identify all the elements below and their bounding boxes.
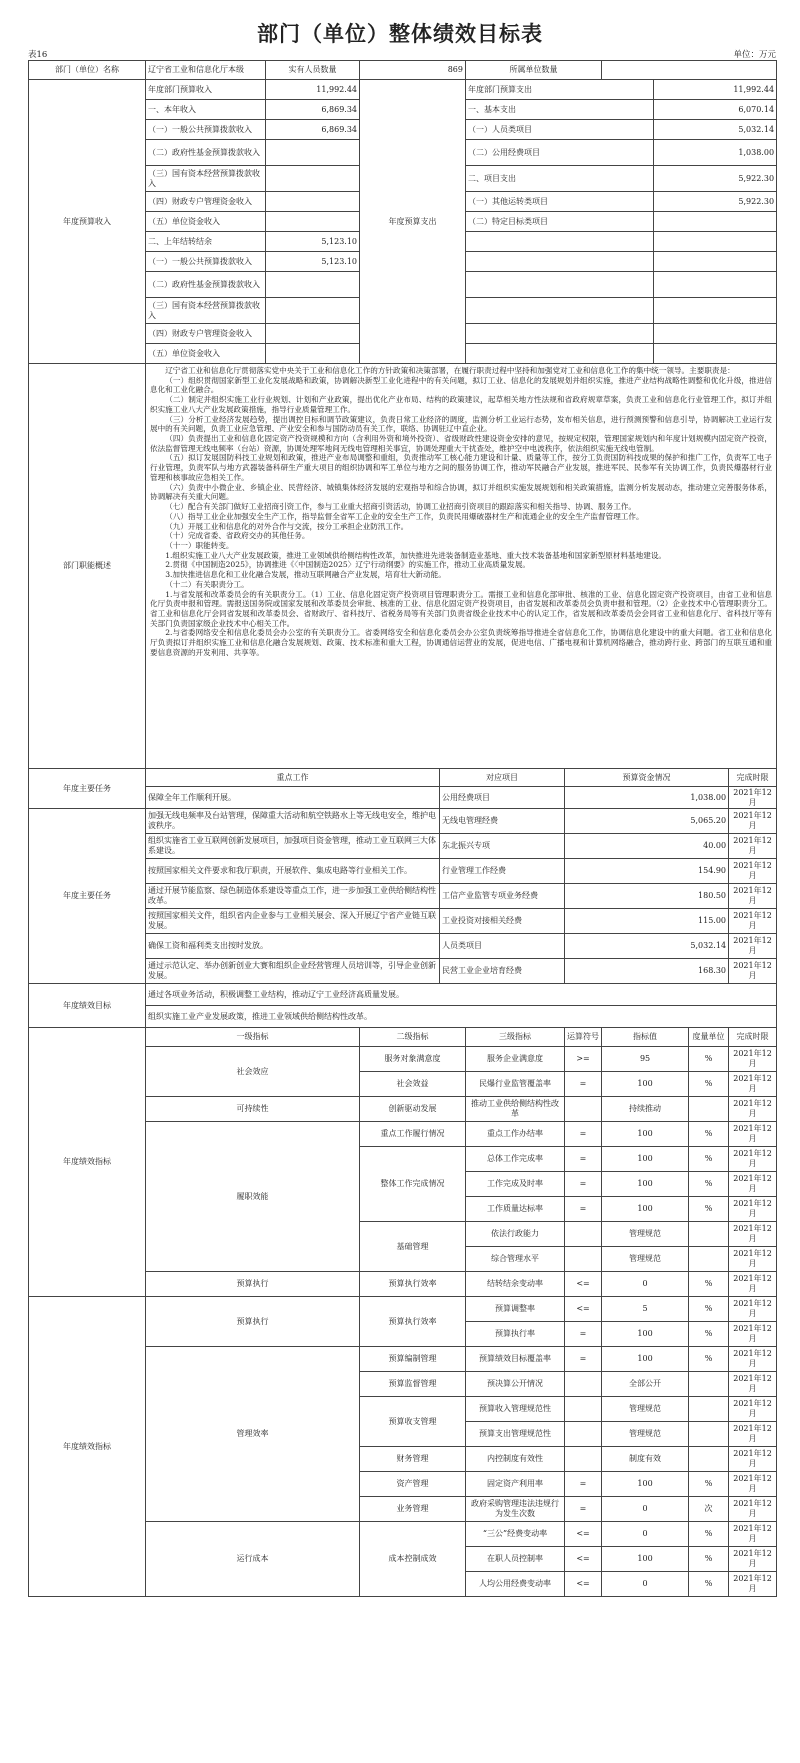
income-item-value: 11,992.44 xyxy=(266,80,360,100)
ind-unit: % xyxy=(689,1197,729,1222)
income-item-name: （五）单位资金收入 xyxy=(146,212,266,232)
income-item-value: 5,123.10 xyxy=(266,252,360,272)
ind-deadline: 2021年12月 xyxy=(729,1422,777,1447)
duty-paragraph: 1.与省发展和改革委员会的有关职责分工。（1）工业、信息化固定资产投资项目管理职责分工。需报工业和信息化部审批、核准的工业、信息化固定资产投资项目，由省工业和信息化厅负责申报和管理。需报送国务院或国家发展和改革委员会审批、核准的工业、信息化固定资产投资项目，由省发展和改革委员会负责申报和管理。（2）企业技术中心管理职责分工。省工业和信息化厅会同省发展和改革委员会、省财政厅、省科技厅、省税务局等有关部门负责省级企业技术中心的认定工作，省发展和改革委员会会同省工业和信息化厅、省科技厅等有关部门负责国家级企业技术中心相关工作。 xyxy=(150,589,773,628)
ind-header-op: 运算符号 xyxy=(565,1028,602,1047)
duties-label: 部门职能概述 xyxy=(29,364,146,769)
ind-deadline: 2021年12月 xyxy=(729,1472,777,1497)
task-fund: 180.50 xyxy=(565,884,729,909)
ind-unit xyxy=(689,1447,729,1472)
ind-level3: 预算绩效目标覆盖率 xyxy=(466,1347,565,1372)
ind-deadline: 2021年12月 xyxy=(729,1447,777,1472)
task-fund: 168.30 xyxy=(565,959,729,984)
expense-item-value: 11,992.44 xyxy=(654,80,777,100)
income-item-name: （四）财政专户管理资金收入 xyxy=(146,324,266,344)
income-item-value xyxy=(266,140,360,166)
ind-value: 100 xyxy=(602,1172,689,1197)
task-project: 民营工业企业培育经费 xyxy=(440,959,565,984)
ind-level3: 重点工作办结率 xyxy=(466,1122,565,1147)
unit-label: 单位：万元 xyxy=(733,50,776,60)
performance-table xyxy=(28,60,777,1597)
tasks-header-fund: 预算资金情况 xyxy=(565,769,729,787)
expense-item-name: （二）公用经费项目 xyxy=(466,140,654,166)
ind-deadline: 2021年12月 xyxy=(729,1172,777,1197)
expense-item-value: 6,070.14 xyxy=(654,100,777,120)
duty-paragraph: 2.与省委网络安全和信息化委员会办公室的有关职责分工。省委网络安全和信息化委员会办公室负责统筹指导推进全省信息化工作，协调信息化建设中的重大问题。省工业和信息化厅负责拟订并组织实施工业和信息化融合发展规划、政策、技术标准和重大工程，协调通信运营业的发展，促进电信、广播电视和计算机网络融合，推动跨行业、跨部门的互联互通和重要信息资源的开发利用、共享等。 xyxy=(150,628,773,657)
expense-item-value: 5,922.30 xyxy=(654,192,777,212)
task-project: 公用经费项目 xyxy=(440,787,565,809)
task-deadline: 2021年12月 xyxy=(729,834,777,859)
income-item-name: （三）国有资本经营预算拨款收入 xyxy=(146,166,266,192)
expense-item-name: （二）特定目标类项目 xyxy=(466,212,654,232)
ind-level3: 预算收入管理规范性 xyxy=(466,1397,565,1422)
ind-unit: % xyxy=(689,1172,729,1197)
duty-paragraph: 辽宁省工业和信息化厅贯彻落实党中央关于工业和信息化工作的方针政策和决策部署，在履行职责过程中坚持和加强党对工业和信息化工作的集中统一领导。主要职责是： xyxy=(165,366,735,375)
indicators-label: 年度绩效指标 xyxy=(29,1297,146,1597)
task-work: 按照国家相关文件，组织省内企业参与工业相关展会、深入开展辽宁省产业链互联发展。 xyxy=(146,909,440,934)
expense-item-value xyxy=(654,212,777,232)
expense-item-name xyxy=(466,298,654,324)
task-work: 通过示范认定、举办创新创业大赛和组织企业经营管理人员培训等，引导企业创新发展。 xyxy=(146,959,440,984)
task-fund: 1,038.00 xyxy=(565,787,729,809)
ind-header-l2: 二级指标 xyxy=(360,1028,466,1047)
expense-item-value xyxy=(654,344,777,364)
ind-header-val: 指标值 xyxy=(602,1028,689,1047)
ind-level2: 成本控制成效 xyxy=(360,1522,466,1597)
task-fund: 115.00 xyxy=(565,909,729,934)
duty-paragraph: （九）开展工业和信息化的对外合作与交流，按分工承担企业防汛工作。 xyxy=(165,521,409,531)
goals-label: 年度绩效目标 xyxy=(29,984,146,1028)
ind-level2: 预算编制管理 xyxy=(360,1347,466,1372)
ind-unit: % xyxy=(689,1072,729,1097)
goal-item: 组织实施工业产业发展政策，推进工业领域供给侧结构性改革。 xyxy=(146,1006,777,1028)
ind-unit: % xyxy=(689,1147,729,1172)
ind-operator xyxy=(565,1447,602,1472)
ind-level3: 结转结余变动率 xyxy=(466,1272,565,1297)
duty-paragraph: （一）组织贯彻国家新型工业化发展战略和政策，协调解决新型工业化进程中的有关问题，拟订工业、信息化的发展规划并组织实施，推进产业结构战略性调整和优化升级，推进信息化和工业化融合。 xyxy=(150,375,773,395)
ind-value: 100 xyxy=(602,1072,689,1097)
ind-unit xyxy=(689,1222,729,1247)
dept-name-label: 部门（单位）名称 xyxy=(29,61,146,80)
task-deadline: 2021年12月 xyxy=(729,809,777,834)
ind-value: 100 xyxy=(602,1347,689,1372)
ind-level3: 综合管理水平 xyxy=(466,1247,565,1272)
ind-operator: <= xyxy=(565,1547,602,1572)
ind-operator xyxy=(565,1247,602,1272)
ind-level2: 整体工作完成情况 xyxy=(360,1147,466,1222)
ind-deadline: 2021年12月 xyxy=(729,1222,777,1247)
task-work: 加强无线电频率及台站管理，保障重大活动和航空铁路水上等无线电安全，维护电波秩序。 xyxy=(146,809,440,834)
ind-operator xyxy=(565,1372,602,1397)
ind-level2: 社会效益 xyxy=(360,1072,466,1097)
ind-deadline: 2021年12月 xyxy=(729,1122,777,1147)
ind-unit: % xyxy=(689,1547,729,1572)
expense-item-value xyxy=(654,324,777,344)
task-project: 工业投资对接相关经费 xyxy=(440,909,565,934)
page-title: 部门（单位）整体绩效目标表 xyxy=(257,21,543,46)
task-project: 无线电管理经费 xyxy=(440,809,565,834)
ind-value: 100 xyxy=(602,1322,689,1347)
task-fund: 5,032.14 xyxy=(565,934,729,959)
duty-paragraph: 2.贯彻《中国制造2025》，协调推进《〈中国制造2025〉辽宁行动纲要》的实施工作，推动工业高质量发展。 xyxy=(165,560,531,570)
ind-operator: = xyxy=(565,1322,602,1347)
task-project: 工信产业监管专项业务经费 xyxy=(440,884,565,909)
sub-unit-label: 所属单位数量 xyxy=(466,61,602,80)
duty-paragraph: 3.加快推进信息化和工业化融合发展，推动互联网融合产业发展，培育壮大新动能。 xyxy=(165,570,446,580)
ind-level3: “三公”经费变动率 xyxy=(466,1522,565,1547)
expense-item-value: 5,922.30 xyxy=(654,166,777,192)
ind-deadline: 2021年12月 xyxy=(729,1072,777,1097)
ind-level3: 预算执行率 xyxy=(466,1322,565,1347)
ind-value: 制度有效 xyxy=(602,1447,689,1472)
task-project: 行业管理工作经费 xyxy=(440,859,565,884)
income-item-name: （五）单位资金收入 xyxy=(146,344,266,364)
ind-level3: 总体工作完成率 xyxy=(466,1147,565,1172)
ind-deadline: 2021年12月 xyxy=(729,1522,777,1547)
ind-value: 100 xyxy=(602,1147,689,1172)
task-project: 东北振兴专项 xyxy=(440,834,565,859)
table-row xyxy=(29,984,777,1006)
table-row xyxy=(29,364,777,769)
income-item-value xyxy=(266,192,360,212)
ind-level1: 预算执行 xyxy=(146,1297,360,1347)
ind-level3: 民爆行业监管覆盖率 xyxy=(466,1072,565,1097)
ind-value: 0 xyxy=(602,1272,689,1297)
expense-item-name xyxy=(466,252,654,272)
income-item-value xyxy=(266,324,360,344)
task-deadline: 2021年12月 xyxy=(729,884,777,909)
ind-deadline: 2021年12月 xyxy=(729,1247,777,1272)
ind-operator: = xyxy=(565,1197,602,1222)
ind-deadline: 2021年12月 xyxy=(729,1272,777,1297)
sub-unit-value xyxy=(602,61,777,80)
duty-paragraph: 1.组织实施工业八大产业发展政策，推进工业领域供给侧结构性改革，加快推进先进装备制造业基地、重大技术装备基地和国家新型原材料基地建设。 xyxy=(165,550,667,560)
table-row xyxy=(29,1297,777,1322)
task-deadline: 2021年12月 xyxy=(729,959,777,984)
ind-level3: 预决算公开情况 xyxy=(466,1372,565,1397)
duty-paragraph: （八）指导工业企业加强安全生产工作，指导监督全省军工企业的安全生产工作，负责民用爆破器材生产和流通企业的安全生产监督管理工作。 xyxy=(165,511,644,521)
ind-level3: 政府采购管理违法违规行为发生次数 xyxy=(466,1497,565,1522)
ind-level3: 人均公用经费变动率 xyxy=(466,1572,565,1597)
table-number: 表16 xyxy=(28,50,48,60)
tasks-label: 年度主要任务 xyxy=(29,769,146,809)
ind-unit xyxy=(689,1422,729,1447)
ind-operator: = xyxy=(565,1472,602,1497)
ind-unit: 次 xyxy=(689,1497,729,1522)
income-item-value: 6,869.34 xyxy=(266,100,360,120)
expense-item-value xyxy=(654,272,777,298)
ind-operator: <= xyxy=(565,1522,602,1547)
ind-header-l1: 一级指标 xyxy=(146,1028,360,1047)
ind-value: 全部公开 xyxy=(602,1372,689,1397)
ind-level2: 服务对象满意度 xyxy=(360,1047,466,1072)
income-item-name: （二）政府性基金预算拨款收入 xyxy=(146,272,266,298)
expense-item-value: 5,032.14 xyxy=(654,120,777,140)
ind-operator: <= xyxy=(565,1572,602,1597)
expense-section-label: 年度预算支出 xyxy=(360,80,466,364)
duty-paragraph: （十一）职能转变。 xyxy=(165,540,234,550)
task-work: 保障全年工作顺利开展。 xyxy=(146,787,440,809)
duty-paragraph: （三）分析工业经济发展趋势，提出调控目标和调节政策建议，负责日常工业经济的调度，监测分析工业运行态势，发布相关信息，进行预测预警和信息引导，协调解决工业运行发展中的有关问题，负责工业应急管理、产业安全和参与国防动员有关工作，联络、协调驻辽中直企业。 xyxy=(150,414,773,434)
ind-deadline: 2021年12月 xyxy=(729,1147,777,1172)
ind-operator: <= xyxy=(565,1297,602,1322)
ind-level3: 内控制度有效性 xyxy=(466,1447,565,1472)
expense-item-value xyxy=(654,298,777,324)
ind-level2: 业务管理 xyxy=(360,1497,466,1522)
ind-level3: 工作完成及时率 xyxy=(466,1172,565,1197)
duties-text xyxy=(146,364,777,769)
ind-deadline: 2021年12月 xyxy=(729,1397,777,1422)
ind-header-l3: 三级指标 xyxy=(466,1028,565,1047)
ind-level2: 预算执行效率 xyxy=(360,1297,466,1347)
ind-level1: 预算执行 xyxy=(146,1272,360,1297)
ind-deadline: 2021年12月 xyxy=(729,1547,777,1572)
task-work: 确保工资和福利类支出按时发放。 xyxy=(146,934,440,959)
ind-value: 100 xyxy=(602,1197,689,1222)
table-row xyxy=(29,61,777,80)
staff-count-label: 实有人员数量 xyxy=(266,61,360,80)
task-deadline: 2021年12月 xyxy=(729,787,777,809)
ind-unit: % xyxy=(689,1122,729,1147)
ind-level2: 重点工作履行情况 xyxy=(360,1122,466,1147)
expense-item-value xyxy=(654,232,777,252)
staff-count-value: 869 xyxy=(360,61,466,80)
ind-unit: % xyxy=(689,1347,729,1372)
ind-level3: 预算调整率 xyxy=(466,1297,565,1322)
ind-level3: 推动工业供给侧结构性改革 xyxy=(466,1097,565,1122)
ind-level3: 预算支出管理规范性 xyxy=(466,1422,565,1447)
income-section-label: 年度预算收入 xyxy=(29,80,146,364)
ind-unit: % xyxy=(689,1047,729,1072)
income-item-value: 5,123.10 xyxy=(266,232,360,252)
table-row xyxy=(29,809,777,834)
expense-item-value xyxy=(654,252,777,272)
ind-value: 100 xyxy=(602,1547,689,1572)
ind-operator: = xyxy=(565,1347,602,1372)
expense-item-name xyxy=(466,272,654,298)
task-deadline: 2021年12月 xyxy=(729,934,777,959)
task-fund: 5,065.20 xyxy=(565,809,729,834)
expense-item-name: 二、项目支出 xyxy=(466,166,654,192)
ind-operator: = xyxy=(565,1497,602,1522)
ind-unit: % xyxy=(689,1472,729,1497)
ind-level3: 在职人员控制率 xyxy=(466,1547,565,1572)
ind-operator xyxy=(565,1397,602,1422)
ind-unit: % xyxy=(689,1572,729,1597)
ind-deadline: 2021年12月 xyxy=(729,1322,777,1347)
duty-paragraph: （十）完成省委、省政府交办的其他任务。 xyxy=(165,531,310,541)
ind-deadline: 2021年12月 xyxy=(729,1497,777,1522)
ind-deadline: 2021年12月 xyxy=(729,1347,777,1372)
task-deadline: 2021年12月 xyxy=(729,859,777,884)
income-item-value xyxy=(266,212,360,232)
income-item-value xyxy=(266,166,360,192)
ind-operator: = xyxy=(565,1072,602,1097)
ind-value: 100 xyxy=(602,1472,689,1497)
ind-deadline: 2021年12月 xyxy=(729,1047,777,1072)
tasks-header-work: 重点工作 xyxy=(146,769,440,787)
indicators-label: 年度绩效指标 xyxy=(29,1028,146,1297)
ind-unit xyxy=(689,1247,729,1272)
ind-level2: 资产管理 xyxy=(360,1472,466,1497)
ind-level2: 基础管理 xyxy=(360,1222,466,1272)
income-item-name: （一）一般公共预算拨款收入 xyxy=(146,252,266,272)
ind-level1: 可持续性 xyxy=(146,1097,360,1122)
ind-operator: >= xyxy=(565,1047,602,1072)
ind-value: 持续推动 xyxy=(602,1097,689,1122)
ind-value: 管理规范 xyxy=(602,1247,689,1272)
dept-name-value: 辽宁省工业和信息化厅本级 xyxy=(146,61,266,80)
ind-level1: 履职效能 xyxy=(146,1122,360,1272)
income-item-name: 二、上年结转结余 xyxy=(146,232,266,252)
income-item-name: 年度部门预算收入 xyxy=(146,80,266,100)
ind-value: 管理规范 xyxy=(602,1222,689,1247)
ind-value: 95 xyxy=(602,1047,689,1072)
ind-level2: 财务管理 xyxy=(360,1447,466,1472)
ind-deadline: 2021年12月 xyxy=(729,1097,777,1122)
ind-operator xyxy=(565,1222,602,1247)
income-item-name: （二）政府性基金预算拨款收入 xyxy=(146,140,266,166)
ind-value: 100 xyxy=(602,1122,689,1147)
income-item-value xyxy=(266,344,360,364)
ind-header-unit: 度量单位 xyxy=(689,1028,729,1047)
ind-value: 0 xyxy=(602,1497,689,1522)
ind-value: 0 xyxy=(602,1572,689,1597)
table-row xyxy=(29,1028,777,1047)
expense-item-name: 年度部门预算支出 xyxy=(466,80,654,100)
ind-operator xyxy=(565,1422,602,1447)
ind-unit: % xyxy=(689,1322,729,1347)
ind-deadline: 2021年12月 xyxy=(729,1372,777,1397)
ind-operator: = xyxy=(565,1122,602,1147)
income-item-name: （三）国有资本经营预算拨款收入 xyxy=(146,298,266,324)
ind-deadline: 2021年12月 xyxy=(729,1297,777,1322)
table-row xyxy=(29,80,777,100)
task-work: 组织实施省工业互联网创新发展项目，加强项目资金管理，推动工业互联网三大体系建设。 xyxy=(146,834,440,859)
ind-unit xyxy=(689,1097,729,1122)
ind-level1: 管理效率 xyxy=(146,1347,360,1522)
ind-operator xyxy=(565,1097,602,1122)
ind-value: 5 xyxy=(602,1297,689,1322)
ind-value: 0 xyxy=(602,1522,689,1547)
ind-level1: 社会效应 xyxy=(146,1047,360,1097)
ind-level2: 预算监督管理 xyxy=(360,1372,466,1397)
ind-level1: 运行成本 xyxy=(146,1522,360,1597)
tasks-header-project: 对应项目 xyxy=(440,769,565,787)
expense-item-name xyxy=(466,324,654,344)
income-item-name: （一）一般公共预算拨款收入 xyxy=(146,120,266,140)
ind-deadline: 2021年12月 xyxy=(729,1572,777,1597)
ind-header-deadline: 完成时限 xyxy=(729,1028,777,1047)
expense-item-name: （一）其他运转类项目 xyxy=(466,192,654,212)
expense-item-value: 1,038.00 xyxy=(654,140,777,166)
duty-paragraph: （四）负责提出工业和信息化固定资产投资规模和方向（含利用外资和境外投资）、省级财政性建设资金安排的意见，按规定权限，管理国家规划内和年度计划规模内固定资产投资，依法监督管理无线电频率（台站）资源，协调处理军地间无线电管理相关事宜，协调处理重大干扰查处，维护空中电波秩序，依法组织实施无线电管制。 xyxy=(150,434,773,453)
income-item-value: 6,869.34 xyxy=(266,120,360,140)
income-item-value xyxy=(266,298,360,324)
duty-paragraph: （五）拟订发展国防科技工业规划和政策，推进产业布局调整和重组，负责推动军工核心能力建设和计量、质量等工作，按分工负责国防科技成果的保护和推广工作，负责军工电子行业管理，负责军队与地方武器装备科研生产重大项目的组织协调和军工单位与地方之间的服务协调工作，推动军民融合产业发展，推进军民、民参军有关协调工作，负责民爆器材行业管理和核事故应急相关工作。 xyxy=(150,453,773,482)
expense-item-name xyxy=(466,232,654,252)
ind-deadline: 2021年12月 xyxy=(729,1197,777,1222)
task-fund: 154.90 xyxy=(565,859,729,884)
income-item-name: 一、本年收入 xyxy=(146,100,266,120)
ind-level3: 固定资产利用率 xyxy=(466,1472,565,1497)
duty-paragraph: （十二）有关职责分工。 xyxy=(165,579,249,589)
duty-paragraph: （七）配合有关部门做好工业招商引资工作，参与工业重大招商引资活动，协调工业招商引资项目的跟踪落实和相关指导、协调、服务工作。 xyxy=(165,502,636,512)
task-fund: 40.00 xyxy=(565,834,729,859)
expense-item-name: （一）人员类项目 xyxy=(466,120,654,140)
tasks-label: 年度主要任务 xyxy=(29,809,146,984)
ind-unit: % xyxy=(689,1522,729,1547)
ind-unit: % xyxy=(689,1297,729,1322)
duty-paragraph: （六）负责中小微企业、乡镇企业、民营经济、城镇集体经济发展的宏观指导和综合协调，拟订并组织实施发展规划和相关政策措施，监测分析发展动态，推动建立完善服务体系，协调解决有关重大问题。 xyxy=(150,482,773,502)
task-work: 通过开展节能监察、绿色制造体系建设等重点工作，进一步加强工业供给侧结构性改革。 xyxy=(146,884,440,909)
ind-level3: 服务企业满意度 xyxy=(466,1047,565,1072)
expense-item-name xyxy=(466,344,654,364)
expense-item-name: 一、基本支出 xyxy=(466,100,654,120)
table-row xyxy=(29,769,777,787)
ind-level3: 依法行政能力 xyxy=(466,1222,565,1247)
ind-unit: % xyxy=(689,1272,729,1297)
duty-paragraph: （二）制定并组织实施工业行业规划、计划和产业政策，提出优化产业布局、结构的政策建议，起草相关地方性法规和省政府规章草案，负责工业和信息化行业管理工作，拟订并组织实施工业八大产业发展政策措施，指导行业质量管理工作。 xyxy=(150,395,773,414)
ind-unit xyxy=(689,1372,729,1397)
income-item-name: （四）财政专户管理资金收入 xyxy=(146,192,266,212)
ind-unit xyxy=(689,1397,729,1422)
ind-level2: 预算执行效率 xyxy=(360,1272,466,1297)
ind-operator: = xyxy=(565,1172,602,1197)
ind-level2: 创新驱动发展 xyxy=(360,1097,466,1122)
tasks-header-deadline: 完成时限 xyxy=(729,769,777,787)
goal-item: 通过各项业务活动，积极调整工业结构，推动辽宁工业经济高质量发展。 xyxy=(146,984,777,1006)
ind-level2: 预算收支管理 xyxy=(360,1397,466,1447)
task-work: 按照国家相关文件要求和我厅职责，开展软件、集成电路等行业相关工作。 xyxy=(146,859,440,884)
ind-operator: <= xyxy=(565,1272,602,1297)
ind-operator: = xyxy=(565,1147,602,1172)
ind-level3: 工作质量达标率 xyxy=(466,1197,565,1222)
ind-value: 管理规范 xyxy=(602,1397,689,1422)
ind-value: 管理规范 xyxy=(602,1422,689,1447)
task-project: 人员类项目 xyxy=(440,934,565,959)
task-deadline: 2021年12月 xyxy=(729,909,777,934)
income-item-value xyxy=(266,272,360,298)
